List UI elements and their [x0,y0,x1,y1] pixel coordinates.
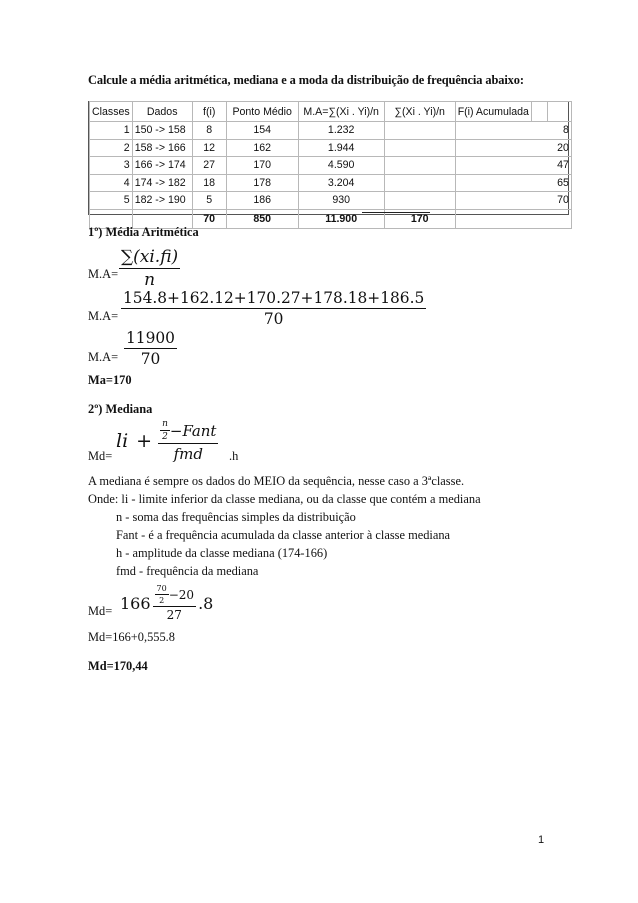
cell-ma: 1.232 [298,122,384,140]
definition-n: n - soma das frequências simples da distribuição [116,510,356,524]
formula-main-fraction [158,419,218,463]
empty-cell [547,102,571,122]
cell-fi: 18 [192,174,226,192]
header-ma: M.A=∑(Xi . Yi)/n [298,102,384,122]
total-ponto-medio: 850 [226,209,298,228]
cell-dados: 166 -> 174 [132,157,192,175]
formula-numerator [153,584,197,607]
cell-fi: 5 [192,192,226,210]
formula-n-half [160,419,170,442]
section-heading-mediana: 2º) Mediana [88,402,153,416]
formula-numerator: 11900 [126,329,175,347]
cell-acumulada: 20 [455,139,571,157]
formula-h: .h [229,449,239,463]
header-acumulada: F(i) Acumulada [455,102,531,122]
formula-denominator: n [144,270,156,290]
cell-dados: 158 -> 166 [132,139,192,157]
total-empty [455,209,571,228]
formula-27: 27 [166,608,182,622]
cell-class: 4 [90,174,133,192]
ma-label: M.A= [88,267,119,281]
cell-ponto-medio: 186 [226,192,298,210]
cell-ponto-medio: 178 [226,174,298,192]
header-ponto-medio: Ponto Médio [226,102,298,122]
total-ma: 11.900 [298,209,384,228]
cell-sum [384,192,455,210]
frequency-table [89,101,572,229]
ma-label: M.A= [88,350,119,364]
ma-label: M.A= [88,309,119,323]
cell-class: 1 [90,122,133,140]
page-number: 1 [538,834,545,846]
formula-denominator: 70 [140,350,161,368]
formula-denominator: 70 [263,310,284,328]
cell-fi: 8 [192,122,226,140]
formula-two: 2 [159,596,165,605]
formula-numerator: ∑(xi.fi) [121,247,179,267]
formula-plus: + [136,430,153,452]
table-row [90,139,572,157]
header-dados: Dados [132,102,192,122]
table-header-row [90,102,572,122]
total-fi: 70 [192,209,226,228]
cell-sum [384,122,455,140]
cell-acumulada: 47 [455,157,571,175]
cell-fi: 27 [192,157,226,175]
result-ma: Ma=170 [88,373,132,387]
md-label: Md= [88,449,113,463]
definition-fant: Fant - é a frequência acumulada da classe anterior à classe mediana [116,528,451,542]
cell-class: 5 [90,192,133,210]
result-md: Md=170,44 [88,659,148,673]
formula-fant: −Fant [169,421,217,440]
underline-divider [362,212,430,213]
cell-class: 3 [90,157,133,175]
cell-acumulada: 70 [455,192,571,210]
formula-li: li [116,430,129,452]
total-sum: 170 [384,209,455,228]
formula-times-8: .8 [198,593,214,613]
cell-sum [384,139,455,157]
formula-n: n [162,419,168,429]
formula-ma-substituted [121,289,426,328]
cell-ponto-medio: 154 [226,122,298,140]
formula-main-fraction [153,584,197,622]
cell-ma: 3.204 [298,174,384,192]
cell-ma: 4.590 [298,157,384,175]
formula-fmd: fmd [173,445,203,463]
section-heading-media: 1º) Média Aritmética [88,225,199,239]
table-row [90,122,572,140]
formula-numerator: 154.8+162.12+170.27+178.18+186.5 [123,289,425,307]
formula-median-substituted [120,584,213,622]
formula-median-general [116,419,218,463]
md-calculation-line: Md=166+0,555.8 [88,630,175,644]
page-title: Calcule a média aritmética, mediana e a moda da distribuição de frequência abaixo: [88,73,524,87]
table-row [90,157,572,175]
formula-two: 2 [162,432,168,442]
header-classes: Classes [90,102,133,122]
md-label: Md= [88,604,113,618]
definition-fmd: fmd - frequência da mediana [116,564,259,578]
header-sum: ∑(Xi . Yi)/n [384,102,455,122]
cell-dados: 182 -> 190 [132,192,192,210]
formula-70: 70 [156,584,167,593]
cell-ma: 930 [298,192,384,210]
cell-sum [384,174,455,192]
definition-h: h - amplitude da classe mediana (174-166) [116,546,328,560]
formula-numerator [158,419,218,444]
cell-sum [384,157,455,175]
cell-ponto-medio: 162 [226,139,298,157]
formula-minus-20: −20 [168,587,195,602]
formula-ma-result [124,329,177,368]
cell-fi: 12 [192,139,226,157]
formula-ma-general [119,247,180,290]
paragraph-onde: Onde: li - limite inferior da classe mediana, ou da classe que contém a mediana [88,492,481,506]
cell-ma: 1.944 [298,139,384,157]
cell-ponto-medio: 170 [226,157,298,175]
formula-70-half [155,584,169,605]
table-row [90,174,572,192]
header-fi: f(i) [192,102,226,122]
table-row [90,192,572,210]
formula-166: 166 [120,593,151,613]
cell-dados: 174 -> 182 [132,174,192,192]
paragraph-median-explain: A mediana é sempre os dados do MEIO da sequência, nesse caso a 3ªclasse. [88,474,465,488]
empty-cell [531,102,547,122]
cell-acumulada: 8 [455,122,571,140]
cell-acumulada: 65 [455,174,571,192]
cell-class: 2 [90,139,133,157]
cell-dados: 150 -> 158 [132,122,192,140]
